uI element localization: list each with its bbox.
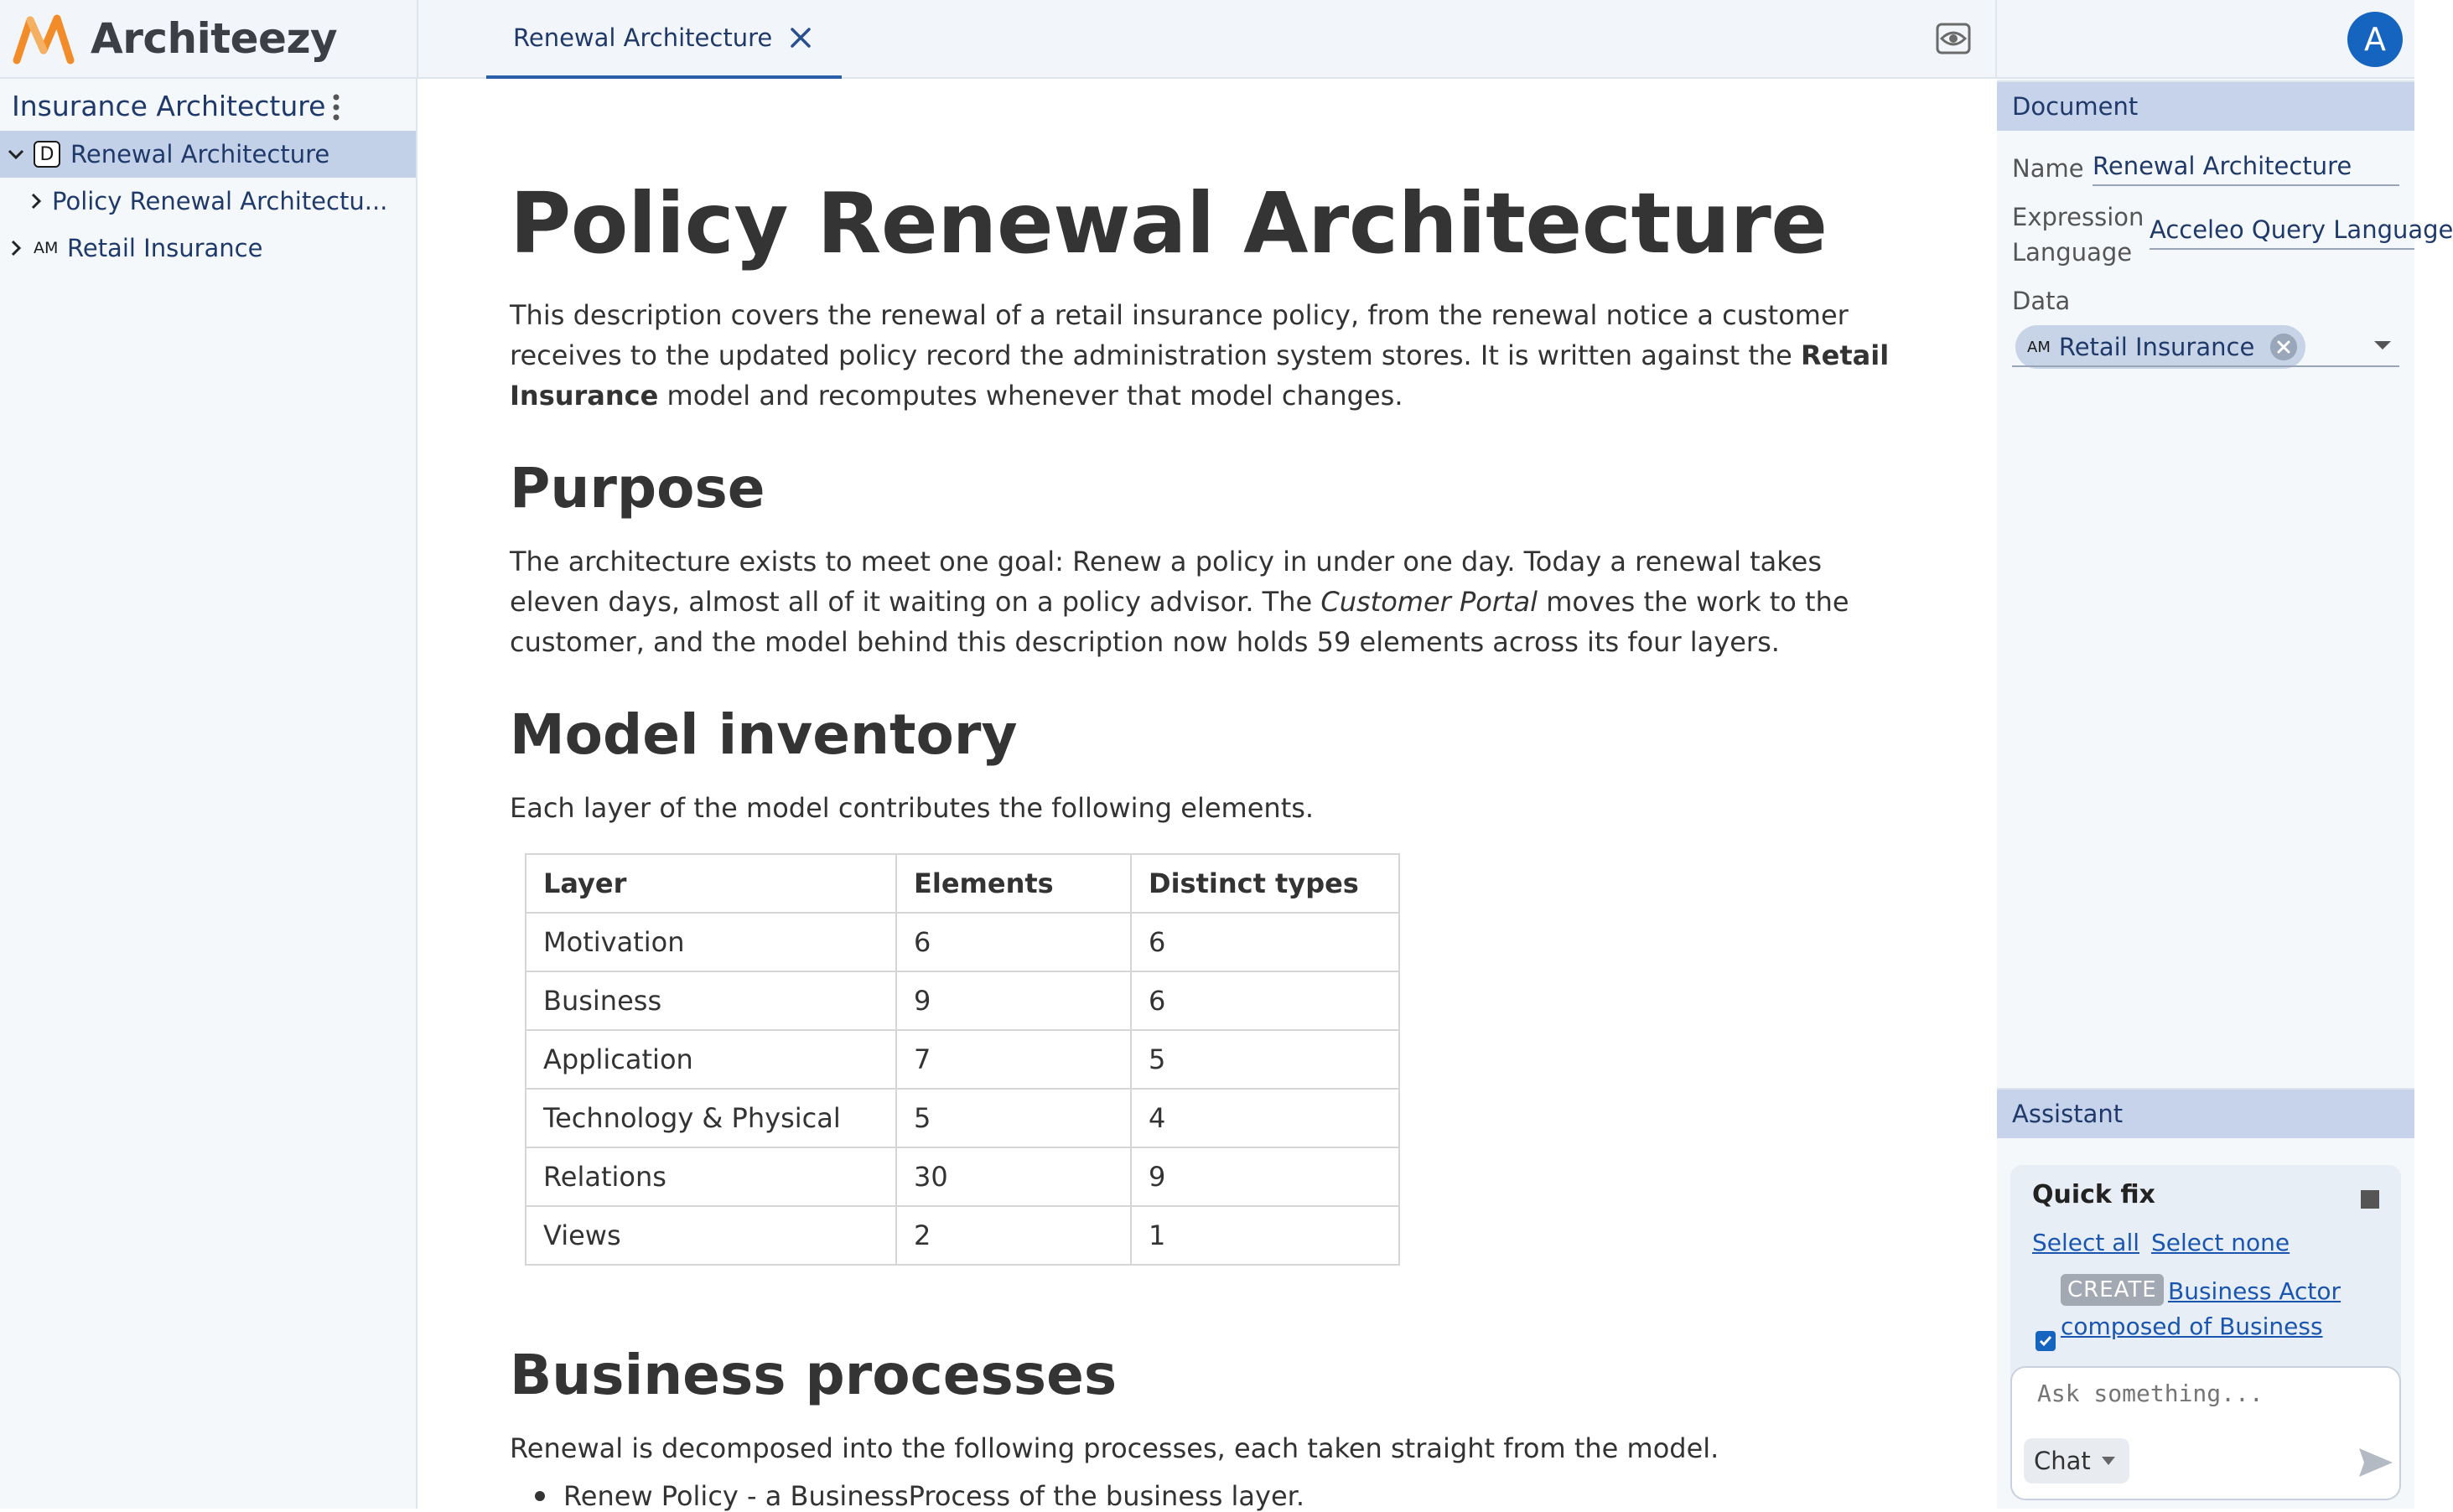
expression-language-label: Expression Language xyxy=(2012,203,2144,267)
table-cell: 9 xyxy=(896,971,1131,1030)
table-row xyxy=(526,1030,1399,1089)
column-header: Layer xyxy=(526,854,896,913)
app-logo[interactable] xyxy=(12,8,337,69)
send-icon[interactable] xyxy=(2357,1447,2394,1478)
name-field[interactable]: Renewal Architecture xyxy=(2093,149,2399,186)
table-row xyxy=(526,971,1399,1030)
table-cell: 6 xyxy=(1131,971,1399,1030)
inventory-table xyxy=(525,853,1400,1266)
tree-item-retail-insurance[interactable] xyxy=(0,225,416,272)
app-name: Architeezy xyxy=(91,14,338,63)
user-avatar[interactable]: A xyxy=(2347,12,2403,67)
table-cell: 5 xyxy=(1131,1030,1399,1089)
stop-icon[interactable] xyxy=(2361,1190,2379,1209)
preview-eye-icon[interactable] xyxy=(1935,22,1972,55)
chip-label: Retail Insurance xyxy=(2058,333,2255,361)
table-cell: 5 xyxy=(896,1089,1131,1147)
check-icon xyxy=(2038,1333,2053,1349)
table-cell: 7 xyxy=(896,1030,1131,1089)
chat-input[interactable] xyxy=(2037,1380,2373,1407)
data-label: Data xyxy=(2012,287,2071,315)
chevron-down-icon[interactable] xyxy=(2373,339,2393,352)
column-header: Distinct types xyxy=(1131,854,1399,913)
customer-portal-reference: Customer Portal xyxy=(1320,586,1538,618)
bullet-icon xyxy=(535,1491,545,1501)
remove-chip-icon[interactable] xyxy=(2270,334,2297,360)
table-cell: 1 xyxy=(1131,1206,1399,1265)
close-icon[interactable] xyxy=(788,25,813,50)
table-cell: 6 xyxy=(896,913,1131,971)
inventory-paragraph: Each layer of the model contributes the following elements. xyxy=(510,792,1315,824)
table-cell: Application xyxy=(526,1030,896,1089)
select-none-link[interactable]: Select none xyxy=(2151,1229,2290,1256)
quick-fix-title: Quick fix xyxy=(2032,1180,2155,1209)
section-heading-purpose: Purpose xyxy=(510,456,765,520)
tree-item-renewal-architecture[interactable] xyxy=(0,131,416,178)
list-item-text: Renew Policy - a BusinessProcess of the business layer. xyxy=(563,1480,1305,1512)
table-cell: 4 xyxy=(1131,1089,1399,1147)
chat-composer xyxy=(2010,1366,2401,1500)
purpose-paragraph: The architecture exists to meet one goal: Renew a policy in under one day. Today a renewal takes eleven days, almost all of it waiting on a policy advisor. The Customer Portal moves the work to the customer, and the model behind this description now holds 59 elements across its four layers. xyxy=(510,546,1849,658)
top-bar xyxy=(0,0,2414,79)
divider xyxy=(1995,0,1997,79)
chat-mode-label: Chat xyxy=(2034,1447,2091,1475)
assistant-section-header[interactable]: Assistant xyxy=(1997,1088,2414,1138)
table-row xyxy=(526,1147,1399,1206)
tab-label: Renewal Architecture xyxy=(513,23,773,52)
model-badge-icon: AM xyxy=(34,239,59,257)
chevron-down-icon[interactable] xyxy=(7,145,25,163)
model-reference: Retail Insurance xyxy=(510,339,1890,412)
document-title: Policy Renewal Architecture xyxy=(510,174,1828,272)
table-row xyxy=(526,1206,1399,1265)
project-title: Insurance Architecture xyxy=(12,90,326,122)
table-row xyxy=(526,1089,1399,1147)
tree-item-label: Renewal Architecture xyxy=(70,140,330,168)
model-badge-icon: AM xyxy=(2027,338,2051,356)
fix-item-link[interactable]: composed of Business xyxy=(2061,1313,2323,1340)
tree-item-label: Policy Renewal Architectu... xyxy=(52,187,388,215)
table-cell: Technology & Physical xyxy=(526,1089,896,1147)
fix-item-checkbox[interactable] xyxy=(2036,1331,2056,1351)
table-row xyxy=(526,913,1399,971)
processes-paragraph: Renewal is decomposed into the following processes, each taken straight from the model. xyxy=(510,1432,1719,1464)
intro-paragraph: This description covers the renewal of a retail insurance policy, from the renewal notice a customer receives to the updated policy record the administration system stores. It is written against the Retail Insurance model and recomputes whenever that model changes. xyxy=(510,299,1890,412)
table-cell: Views xyxy=(526,1206,896,1265)
select-all-link[interactable]: Select all xyxy=(2032,1229,2139,1256)
architeezy-logo-icon xyxy=(12,12,75,65)
document-section-header[interactable]: Document xyxy=(1997,80,2414,131)
table-cell: Relations xyxy=(526,1147,896,1206)
chat-mode-select[interactable] xyxy=(2024,1438,2129,1484)
column-header: Elements xyxy=(896,854,1131,913)
chevron-right-icon[interactable] xyxy=(27,192,45,210)
table-header-row xyxy=(526,854,1399,913)
tree-item-policy-renewal[interactable] xyxy=(0,178,416,225)
tree-item-label: Retail Insurance xyxy=(67,234,263,262)
document-view[interactable] xyxy=(419,79,1995,1512)
section-heading-processes: Business processes xyxy=(510,1343,1118,1407)
table-cell: Business xyxy=(526,971,896,1030)
divider xyxy=(2012,365,2399,367)
table-cell: 2 xyxy=(896,1206,1131,1265)
properties-panel xyxy=(1997,79,2453,1509)
expression-language-field[interactable]: Acceleo Query Language xyxy=(2150,213,2414,250)
project-explorer xyxy=(0,79,417,1509)
divider xyxy=(417,0,418,79)
table-cell: Motivation xyxy=(526,913,896,971)
chevron-down-icon xyxy=(2101,1456,2116,1466)
table-cell: 9 xyxy=(1131,1147,1399,1206)
more-vertical-icon[interactable] xyxy=(324,92,349,122)
list-item xyxy=(535,1480,1304,1512)
table-cell: 30 xyxy=(896,1147,1131,1206)
chevron-right-icon[interactable] xyxy=(7,239,25,257)
data-chip[interactable] xyxy=(2015,325,2305,369)
name-label: Name xyxy=(2012,154,2084,183)
table-cell: 6 xyxy=(1131,913,1399,971)
section-heading-inventory: Model inventory xyxy=(510,702,1018,767)
tab-renewal-architecture[interactable] xyxy=(486,0,842,79)
create-badge: CREATE xyxy=(2061,1274,2164,1306)
fix-item-link[interactable]: Business Actor xyxy=(2168,1277,2342,1305)
document-badge-icon: D xyxy=(34,141,60,168)
